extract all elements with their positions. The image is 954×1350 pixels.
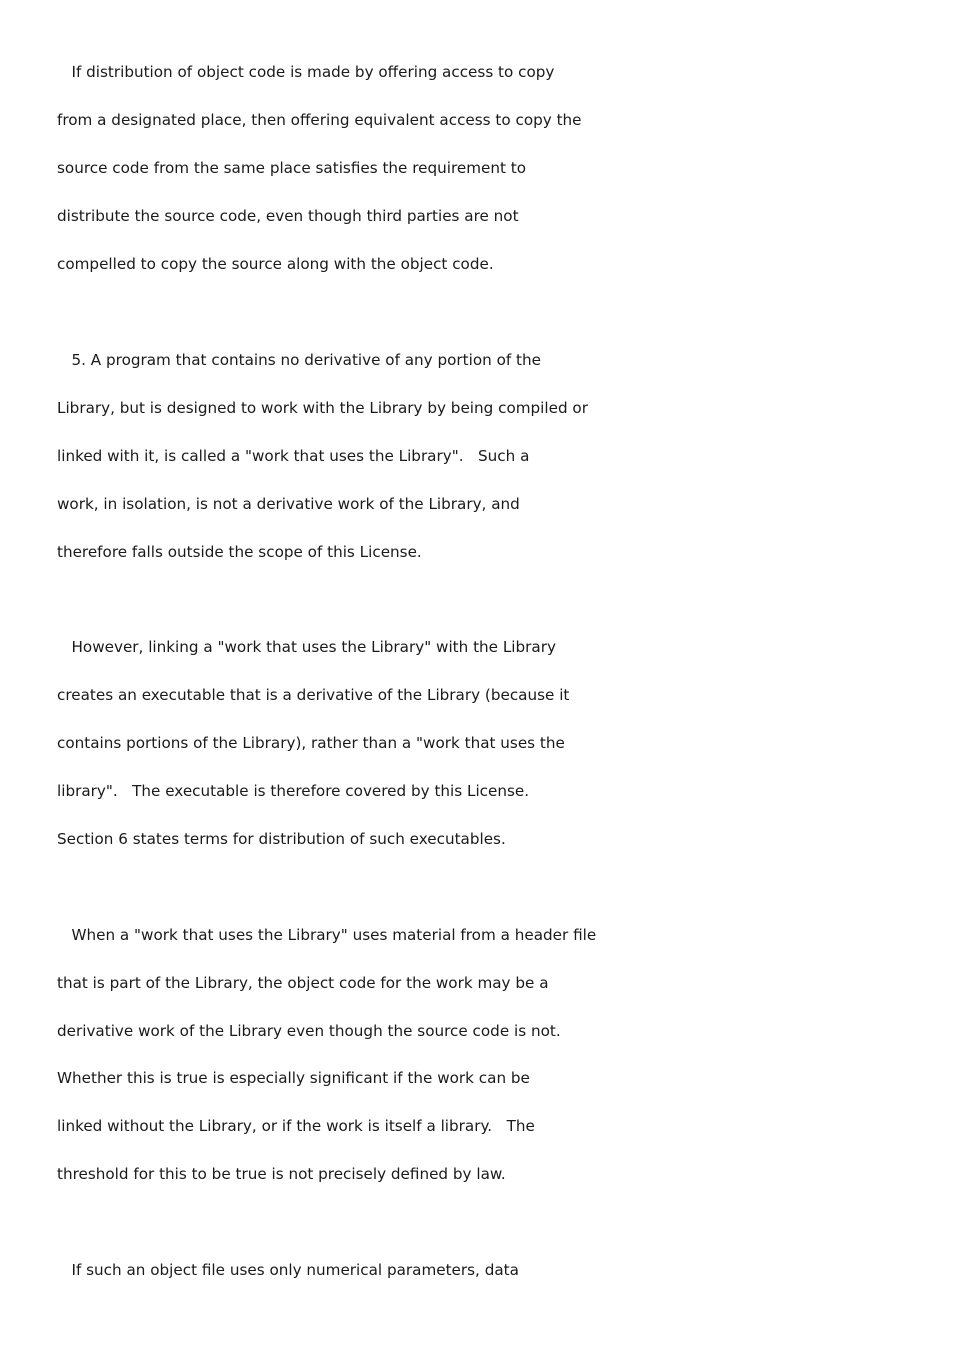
text-line: 5. A program that contains no derivative of any portion of the	[57, 351, 541, 369]
text-line: work, in isolation, is not a derivative work of the Library, and	[57, 495, 520, 513]
text-line: distribute the source code, even though third parties are not	[57, 207, 519, 225]
text-line: If distribution of object code is made by offering access to copy	[57, 63, 555, 81]
text-line: linked with it, is called a "work that uses the Library". Such a	[57, 447, 530, 465]
text-line: therefore falls outside the scope of this License.	[57, 543, 422, 561]
text-line: contains portions of the Library), rather than a "work that uses the	[57, 734, 565, 752]
text-line: However, linking a "work that uses the Library" with the Library	[57, 638, 556, 656]
text-line: Section 6 states terms for distribution of such executables.	[57, 830, 506, 848]
text-line: that is part of the Library, the object code for the work may be a	[57, 974, 549, 992]
text-line: threshold for this to be true is not precisely defined by law.	[57, 1165, 506, 1183]
text-line: derivative work of the Library even though the source code is not.	[57, 1022, 561, 1040]
text-line: Whether this is true is especially significant if the work can be	[57, 1069, 530, 1087]
text-line: library". The executable is therefore covered by this License.	[57, 782, 530, 800]
text-line: If such an object file uses only numerical parameters, data	[57, 1261, 519, 1279]
text-line: creates an executable that is a derivative of the Library (because it	[57, 686, 570, 704]
text-line: linked without the Library, or if the work is itself a library. The	[57, 1117, 535, 1135]
text-line: from a designated place, then offering equivalent access to copy the	[57, 111, 582, 129]
text-line: compelled to copy the source along with the object code.	[57, 255, 494, 273]
text-line: Library, but is designed to work with the Library by being compiled or	[57, 399, 588, 417]
text-line: When a "work that uses the Library" uses material from a header file	[57, 926, 597, 944]
text-line: source code from the same place satisfies the requirement to	[57, 159, 527, 177]
